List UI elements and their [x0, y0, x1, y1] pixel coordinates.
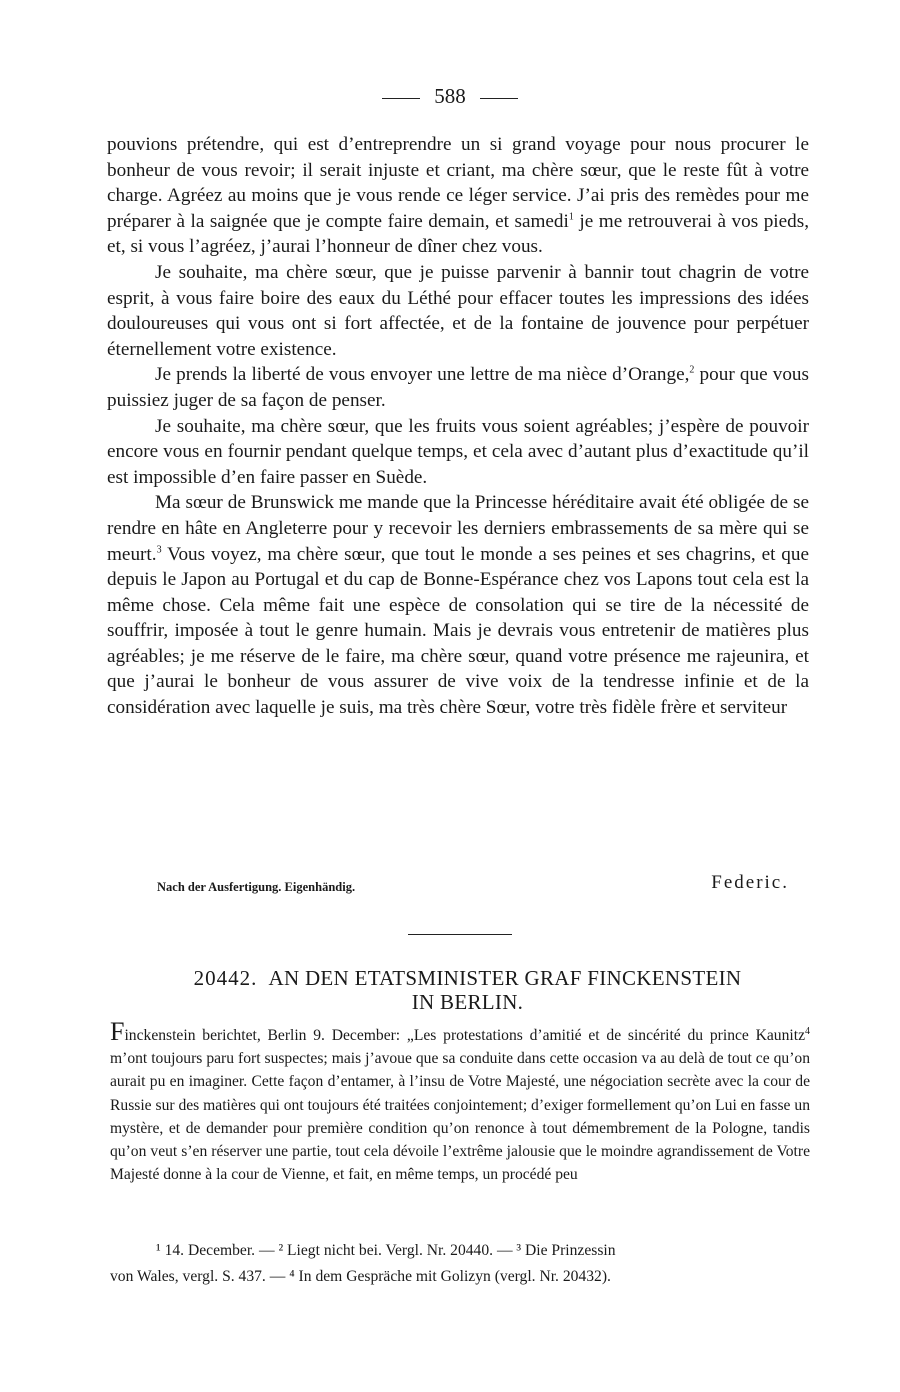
letter-paragraph: [107, 260, 809, 362]
closing-line: [157, 872, 789, 898]
heading-line-1: [135, 966, 800, 990]
paragraph-text: Je souhaite, ma chère sœur, que les fruits vous soient agréables; j’espère de pouvoir encore vous en fournir pendant quelque temps, et cela avec d’autant plus d’exactitude qu’il est impossible d’en faire passer en Suède.: [107, 415, 809, 488]
footnote-marker: 2: [689, 364, 695, 376]
paragraph-text: pouvions prétendre, qui est d’entreprendre un si grand voyage pour nous procurer le bonheur de vous revoir; il serait injuste et criant, ma chère sœur, que le reste fût à votre charge. Agréez au moins que je vous rende ce léger service. J’ai pris des remèdes pour me préparer à la saignée que je compte faire demain, et samedi: [107, 134, 809, 232]
header-dash-left: [382, 98, 420, 99]
heading-title: AN DEN ETATSMINISTER GRAF FINCKENSTEIN: [268, 966, 742, 990]
paragraph-text: pour que vous puissiez juger de sa façon de penser.: [107, 364, 809, 411]
document-number: 20442.: [193, 966, 258, 990]
summary-text: inckenstein berichtet, Berlin 9. December: „Les protestations d’amitié et de sincérité du prince Kaunitz: [124, 1027, 805, 1044]
letter-paragraph: [107, 414, 809, 491]
page-number-header: [0, 84, 900, 109]
letter-body: [107, 132, 809, 721]
document-heading: [135, 966, 800, 1014]
header-dash-right: [480, 98, 518, 99]
footnote-line: von Wales, vergl. S. 437. — ⁴ In dem Gespräche mit Golizyn (vergl. Nr. 20432).: [110, 1268, 611, 1285]
source-note: Nach der Ausfertigung. Eigenhändig.: [157, 880, 356, 894]
paragraph-text: Ma sœur de Brunswick me mande que la Princesse héréditaire avait été obligée de se rendre en hâte en Angleterre pour y recevoir les derniers embrassements de sa mère qui se meurt.: [107, 492, 809, 565]
footnote-marker: 3: [156, 544, 162, 556]
paragraph-text: je me retrouverai à vos pieds, et, si vous l’agréez, j’aurai l’honneur de dîner chez vous.: [107, 210, 809, 258]
paragraph-text: Je souhaite, ma chère sœur, que je puisse parvenir à bannir tout chagrin de votre esprit, à vous faire boire des eaux du Léthé pour effacer toutes les impressions des idées douloureuses qui vous ont si fort affectée, et de la fontaine de jouvence pour perpétuer éternellement votre existence.: [107, 261, 809, 360]
footnotes: [110, 1238, 810, 1290]
letter-paragraph: [107, 362, 809, 413]
heading-line-2: IN BERLIN.: [411, 990, 524, 1014]
drop-capital: F: [110, 1017, 125, 1046]
signature: Federic.: [711, 872, 789, 893]
paragraph-text: Vous voyez, ma chère sœur, que tout le monde a ses peines et ses chagrins, et que depuis le Japon au Portugal et du cap de Bonne-Espérance chez vos Lapons tout cela est la même chose. Cela même fait une espèce de consolation qui se tire de la nécessité de souffrir, imposée à tout le genre humain. Mais je devrais vous entretenir de matières plus agréables; je me réserve de le faire, ma chère sœur, quand votre présence me rajeunira, et que j’aurai le bonheur de vous assurer de vive voix de la tendresse infinie et de la considération avec laquelle je suis, ma très chère Sœur, votre très fidèle frère et serviteur: [107, 543, 809, 719]
document-summary: [110, 1017, 810, 1186]
letter-paragraph: [107, 490, 809, 720]
footnote-line: ¹ 14. December. — ² Liegt nicht bei. Vergl. Nr. 20440. — ³ Die Prinzessin: [156, 1242, 616, 1259]
letter-paragraph: [107, 132, 809, 260]
section-divider: [408, 934, 512, 935]
paragraph-text: Je prends la liberté de vous envoyer une lettre de ma nièce d’Orange,: [155, 364, 690, 386]
summary-text: m’ont toujours paru fort suspectes; mais j’avoue que sa conduite dans cette occasion va au delà de tout ce qu’on aurait pu en imaginer. Cette façon d’entamer, à l’insu de Votre Majesté, une négociation secrète avec la cour de Russie sur des matières qui ont toujours été traitées conjointement; d’exiger formellement qu’on Lui en fasse un mystère, et de demander pour première condition qu’on renonce à tout démembrement de la Pologne, tandis qu’on veut s’en réserver une partie, tout cela dévoile l’extrême jalousie que le moindre agrandissement de Votre Majesté donne à la cour de Vienne, et fait, en même temps, un procédé peu: [110, 1050, 810, 1184]
footnote-marker: 1: [568, 211, 574, 223]
footnote-marker: 4: [805, 1025, 810, 1037]
page-number: 588: [434, 84, 466, 108]
